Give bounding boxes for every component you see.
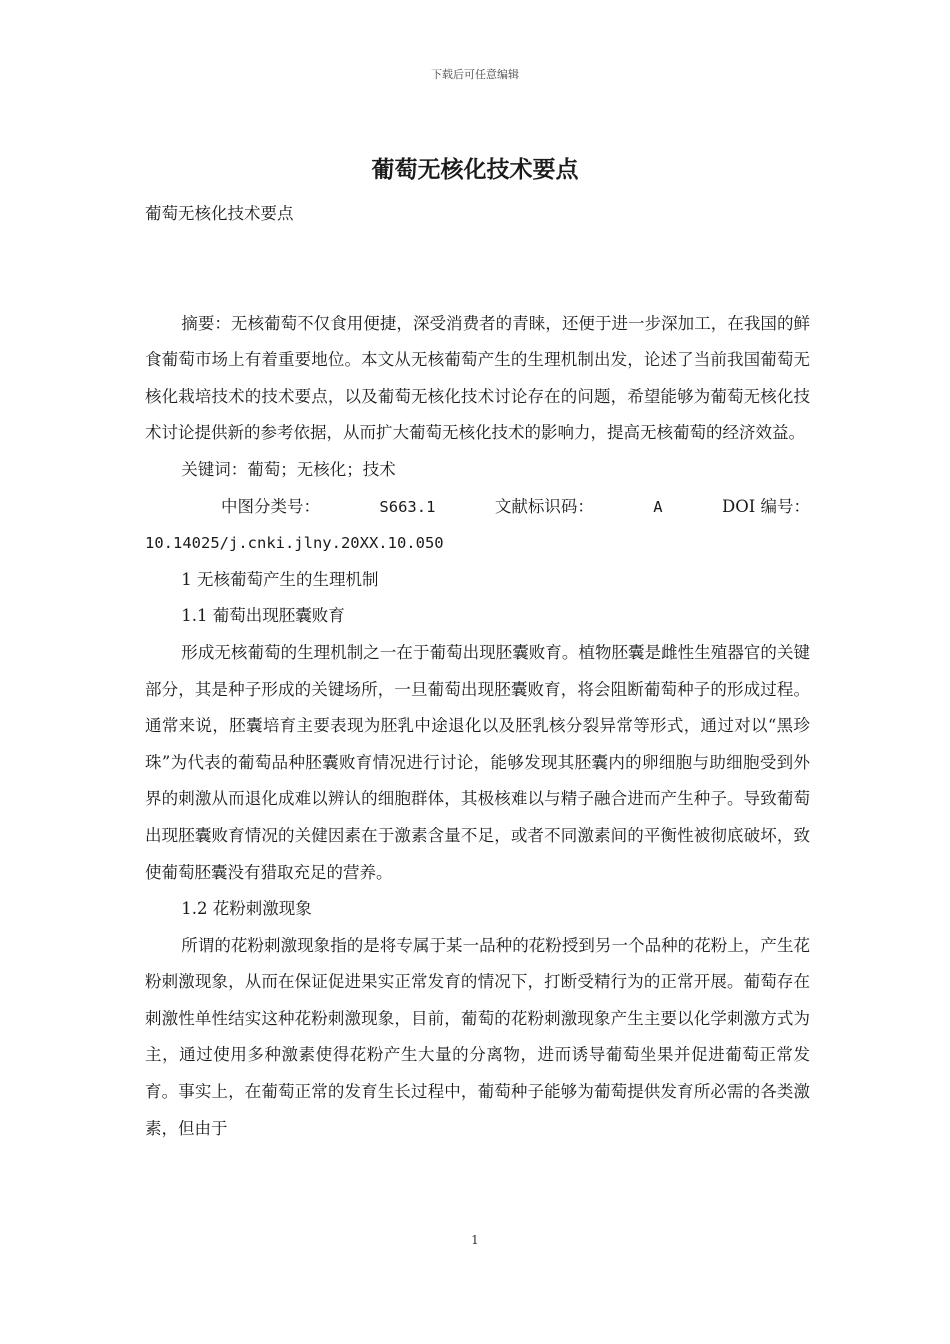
section-heading-1-1: 1.1 葡萄出现胚囊败育 bbox=[181, 606, 345, 626]
keywords-line: 关键词：葡萄；无核化；技术 bbox=[181, 459, 396, 479]
clc-value: S663.1 bbox=[379, 497, 436, 516]
section-heading-1-2: 1.2 花粉刺激现象 bbox=[181, 899, 312, 919]
doc-code-value: A bbox=[653, 497, 663, 516]
document-body bbox=[145, 196, 810, 1147]
section-heading-1: 1 无核葡萄产生的生理机制 bbox=[181, 569, 379, 589]
page-header-note: 下载后可任意编辑 bbox=[431, 68, 519, 81]
section-paragraph-1-1: 形成无核葡萄的生理机制之一在于葡萄出现胚囊败育。植物胚囊是雌性生殖器官的关键部分，其是种子形成的关键场所，一旦葡萄出现胚囊败育，将会阻断葡萄种子的形成过程。通常来说，胚囊培育主要表现为胚乳中途退化以及胚乳核分裂异常等形式，通过对以“黑珍珠”为代表的葡萄品种胚囊败育情况进行讨论，能够发现其胚囊内的卵细胞与助细胞受到外界的刺激从而退化成难以辨认的细胞群体，其极核难以与精子融合进而产生种子。导致葡萄出现胚囊败育情况的关健因素在于激素含量不足，或者不同激素间的平衡性被彻底破坏，致使葡萄胚囊没有猎取充足的营养。 bbox=[145, 642, 810, 882]
page-number: 1 bbox=[471, 1233, 479, 1247]
classification-line bbox=[145, 489, 810, 526]
abstract-paragraph: 摘要：无核葡萄不仅食用便捷，深受消费者的青睐，还便于进一步深加工，在我国的鲜食葡萄市场上有着重要地位。本文从无核葡萄产生的生理机制出发，论述了当前我国葡萄无核化栽培技术的技术要点，以及葡萄无核化技术讨论存在的问题，希望能够为葡萄无核化技术讨论提供新的参考依据，从而扩大葡萄无核化技术的影响力，提高无核葡萄的经济效益。 bbox=[145, 313, 810, 443]
document-title: 葡萄无核化技术要点 bbox=[371, 156, 579, 183]
spacer bbox=[145, 233, 810, 306]
clc-label: 中图分类号： bbox=[221, 496, 320, 516]
doc-code-label: 文献标识码： bbox=[494, 496, 594, 516]
document-subtitle: 葡萄无核化技术要点 bbox=[145, 204, 294, 223]
doi-label: DOI 编号： bbox=[721, 496, 810, 516]
section-paragraph-1-2: 所谓的花粉刺激现象指的是将专属于某一品种的花粉授到另一个品种的花粉上，产生花粉刺激现象，从而在保证促进果实正常发育的情况下，打断受精行为的正常开展。葡萄存在刺激性单性结实这种花粉刺激现象，目前，葡萄的花粉刺激现象产生主要以化学刺激方式为主，通过使用多种激素使得花粉产生大量的分离物，进而诱导葡萄坐果并促进葡萄正常发育。事实上，在葡萄正常的发育生长过程中，葡萄种子能够为葡萄提供发育所必需的各类激素，但由于 bbox=[145, 935, 810, 1138]
doi-value: 10.14025/j.cnki.jlny.20XX.10.050 bbox=[145, 534, 444, 553]
